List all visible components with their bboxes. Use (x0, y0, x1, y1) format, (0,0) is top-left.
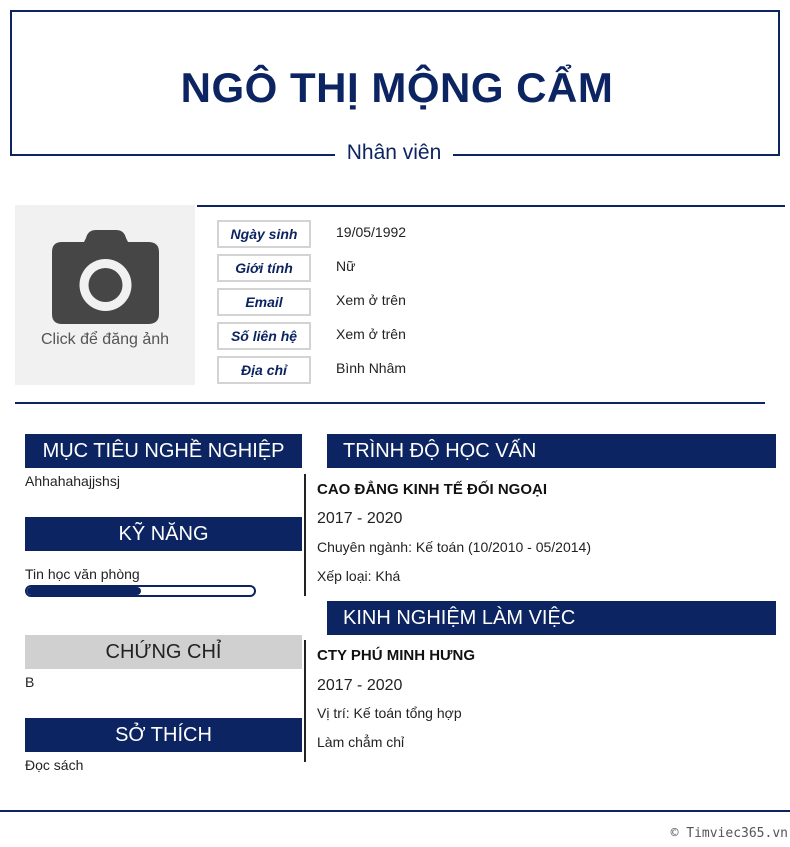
skill-name[interactable]: Tin học văn phòng (25, 566, 140, 582)
footer-watermark: © Timviec365.vn (670, 826, 788, 841)
education-heading: TRÌNH ĐỘ HỌC VẤN (327, 434, 776, 468)
name-header-box (10, 10, 780, 156)
info-bottom-divider (15, 402, 765, 404)
objective-heading: MỤC TIÊU NGHỀ NGHIỆP (25, 434, 302, 468)
info-value[interactable]: Bình Nhâm (336, 360, 407, 376)
full-name: NGÔ THỊ MỘNG CẨM (180, 64, 614, 111)
info-label: Email (217, 288, 311, 316)
info-label: Địa chỉ (217, 356, 311, 384)
info-value[interactable]: Xem ở trên (336, 326, 406, 342)
info-label: Số liên hệ (217, 322, 311, 350)
education-timeline-line (304, 474, 306, 596)
info-row-birthdate (217, 220, 717, 248)
info-value[interactable]: 19/05/1992 (336, 224, 407, 240)
info-label: Giới tính (217, 254, 311, 282)
info-value[interactable]: Nữ (336, 258, 356, 274)
skill-level-fill (27, 587, 141, 595)
info-top-divider (197, 205, 785, 207)
info-row-gender (217, 254, 717, 282)
objective-text[interactable]: Ahhahahajjshsj (25, 473, 120, 489)
certificates-heading: CHỨNG CHỈ (25, 635, 302, 669)
hobbies-text[interactable]: Đọc sách (25, 757, 84, 773)
experience-years[interactable]: 2017 - 2020 (317, 677, 403, 694)
info-label: Ngày sinh (217, 220, 311, 248)
camera-icon (52, 230, 159, 324)
experience-heading: KINH NGHIỆM LÀM VIỆC (327, 601, 776, 635)
education-major[interactable]: Chuyên ngành: Kế toán (10/2010 - 05/2014) (317, 539, 591, 555)
experience-company[interactable]: CTY PHÚ MINH HƯNG (317, 647, 476, 664)
info-row-email (217, 288, 717, 316)
info-row-address (217, 356, 717, 384)
experience-note[interactable]: Làm chẳm chỉ (317, 734, 405, 750)
experience-role[interactable]: Vị trí: Kế toán tổng hợp (317, 705, 462, 721)
info-value[interactable]: Xem ở trên (336, 292, 406, 308)
education-years[interactable]: 2017 - 2020 (317, 510, 403, 527)
photo-upload-label: Click để đăng ảnh (40, 331, 170, 348)
certificates-text[interactable]: B (25, 674, 35, 690)
info-row-phone (217, 322, 717, 350)
education-grade[interactable]: Xếp loại: Khá (317, 568, 401, 584)
education-school[interactable]: CAO ĐẲNG KINH TẾ ĐỐI NGOẠI (317, 481, 548, 498)
photo-upload[interactable] (15, 205, 195, 385)
experience-timeline-line (304, 640, 306, 762)
job-position: Nhân viên (346, 141, 442, 164)
skills-heading: KỸ NĂNG (25, 517, 302, 551)
footer-divider (0, 810, 790, 812)
skill-level-bar[interactable] (25, 585, 256, 597)
hobbies-heading: SỞ THÍCH (25, 718, 302, 752)
